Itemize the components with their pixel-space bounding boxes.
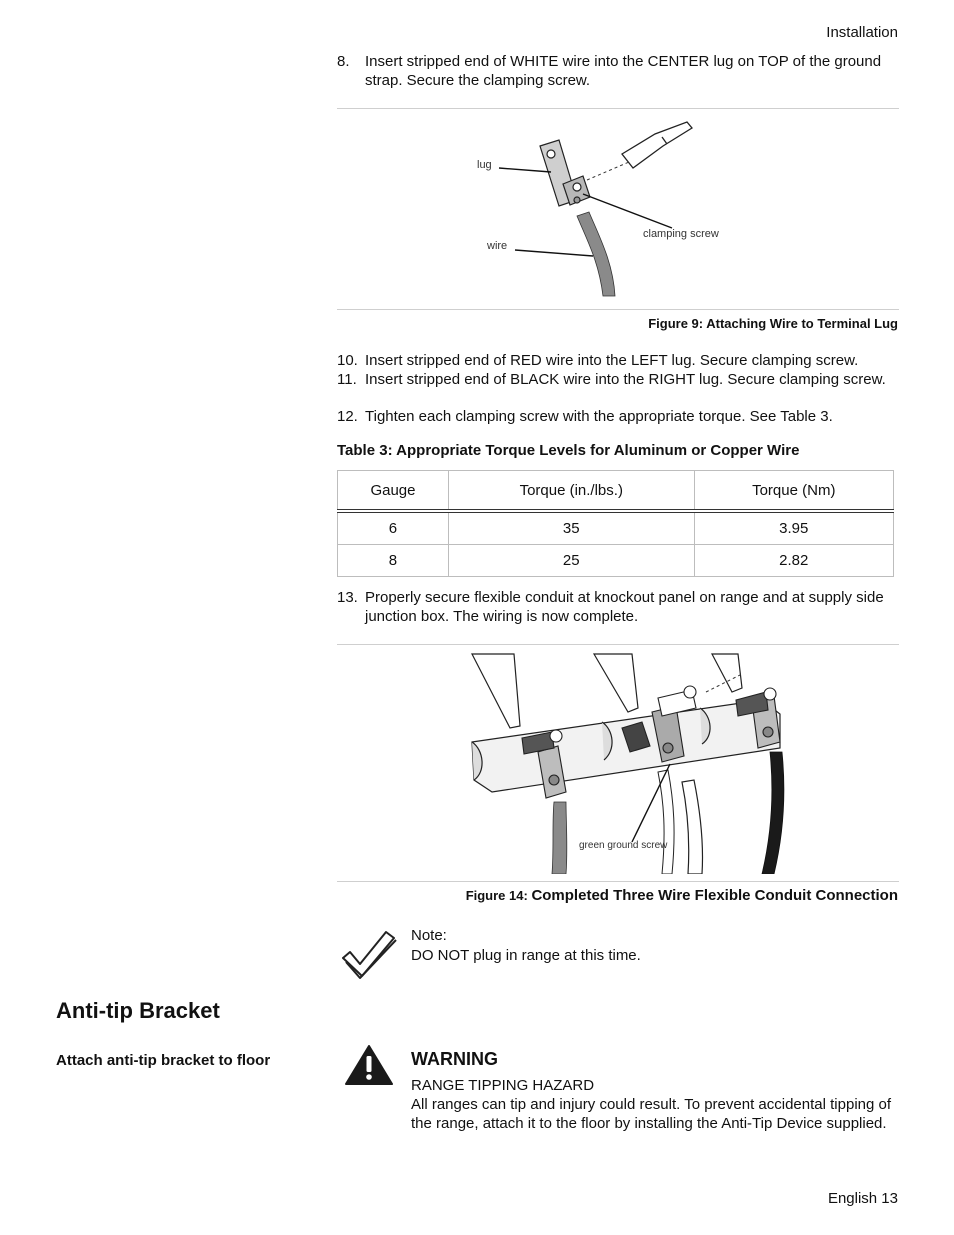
- figure-14-caption: [466, 887, 898, 904]
- red-wire-icon: [552, 802, 567, 874]
- divider: [337, 309, 899, 310]
- table-cell: 25: [448, 545, 694, 577]
- figure-9-illustration: [337, 112, 899, 302]
- step-number: 11.: [337, 371, 357, 388]
- column-header: Torque (Nm): [694, 471, 893, 512]
- divider: [337, 644, 899, 645]
- step-8: [337, 52, 899, 92]
- note-label: Note:: [411, 927, 447, 944]
- step-text: Tighten each clamping screw with the appropriate torque. See Table 3.: [365, 408, 833, 425]
- checkmark-note-icon: [338, 928, 398, 980]
- table-row: [338, 545, 894, 577]
- section-header: Installation: [826, 24, 898, 41]
- table-3-title: Table 3: Appropriate Torque Levels for Aluminum or Copper Wire: [337, 442, 800, 459]
- step-number: 13.: [337, 589, 358, 606]
- section-title: Anti-tip Bracket: [56, 998, 220, 1023]
- table-cell: 2.82: [694, 545, 893, 577]
- note-text: DO NOT plug in range at this time.: [411, 947, 641, 964]
- step-13: [337, 588, 899, 628]
- figure-14-label-ground-screw: green ground screw: [579, 840, 668, 851]
- table-row: [338, 511, 894, 545]
- table-cell: 3.95: [694, 511, 893, 545]
- figure-14-caption-prefix: Figure 14:: [465, 888, 532, 903]
- column-header: Torque (in./lbs.): [448, 471, 694, 512]
- step-text: Insert stripped end of BLACK wire into the RIGHT lug. Secure clamping screw.: [365, 371, 886, 388]
- step-number: 8.: [337, 53, 350, 70]
- screwdriver-icon: [622, 122, 692, 168]
- figure-9-caption: Figure 9: Attaching Wire to Terminal Lug: [648, 316, 898, 331]
- figure-14-caption-main: Completed Three Wire Flexible Conduit Connection: [531, 887, 898, 904]
- white-wire-icon: [682, 780, 703, 874]
- section-subtitle: Attach anti-tip bracket to floor: [56, 1052, 271, 1069]
- torque-table: [337, 470, 894, 577]
- wire-icon: [577, 212, 615, 296]
- warning-triangle-icon: [344, 1044, 394, 1086]
- warning-body: All ranges can tip and injury could result. To prevent accidental tipping of the range, attach it to the floor by installing the Anti-Tip Device supplied.: [411, 1096, 892, 1132]
- column-header: Gauge: [338, 471, 449, 512]
- step-text: Insert stripped end of WHITE wire into the CENTER lug on TOP of the ground strap. Secure the clamping screw.: [365, 53, 882, 89]
- step-number: 12.: [337, 408, 358, 425]
- warning-title: WARNING: [411, 1049, 498, 1069]
- divider: [337, 108, 899, 109]
- table-cell: 35: [448, 511, 694, 545]
- step-text: Insert stripped end of RED wire into the LEFT lug. Secure clamping screw.: [365, 352, 859, 369]
- figure-9-label-lug: lug: [477, 159, 492, 171]
- table-header-row: [338, 471, 894, 512]
- step-11: [337, 370, 899, 408]
- page-number: English 13: [827, 1190, 898, 1207]
- table-cell: 8: [338, 545, 449, 577]
- black-wire-icon: [762, 752, 784, 874]
- table-cell: 6: [338, 511, 449, 545]
- terminal-lug-icon: [540, 140, 590, 206]
- figure-9-label-wire: wire: [487, 240, 508, 252]
- step-12: [337, 407, 899, 426]
- warning-line1: RANGE TIPPING HAZARD: [411, 1077, 595, 1094]
- figure-9-label-clamping-screw: clamping screw: [643, 228, 719, 240]
- step-text: Properly secure flexible conduit at knockout panel on range and at supply side junction box. The wiring is now complete.: [365, 589, 884, 625]
- step-number: 10.: [337, 352, 358, 369]
- step-10: [337, 351, 899, 370]
- divider: [337, 881, 899, 882]
